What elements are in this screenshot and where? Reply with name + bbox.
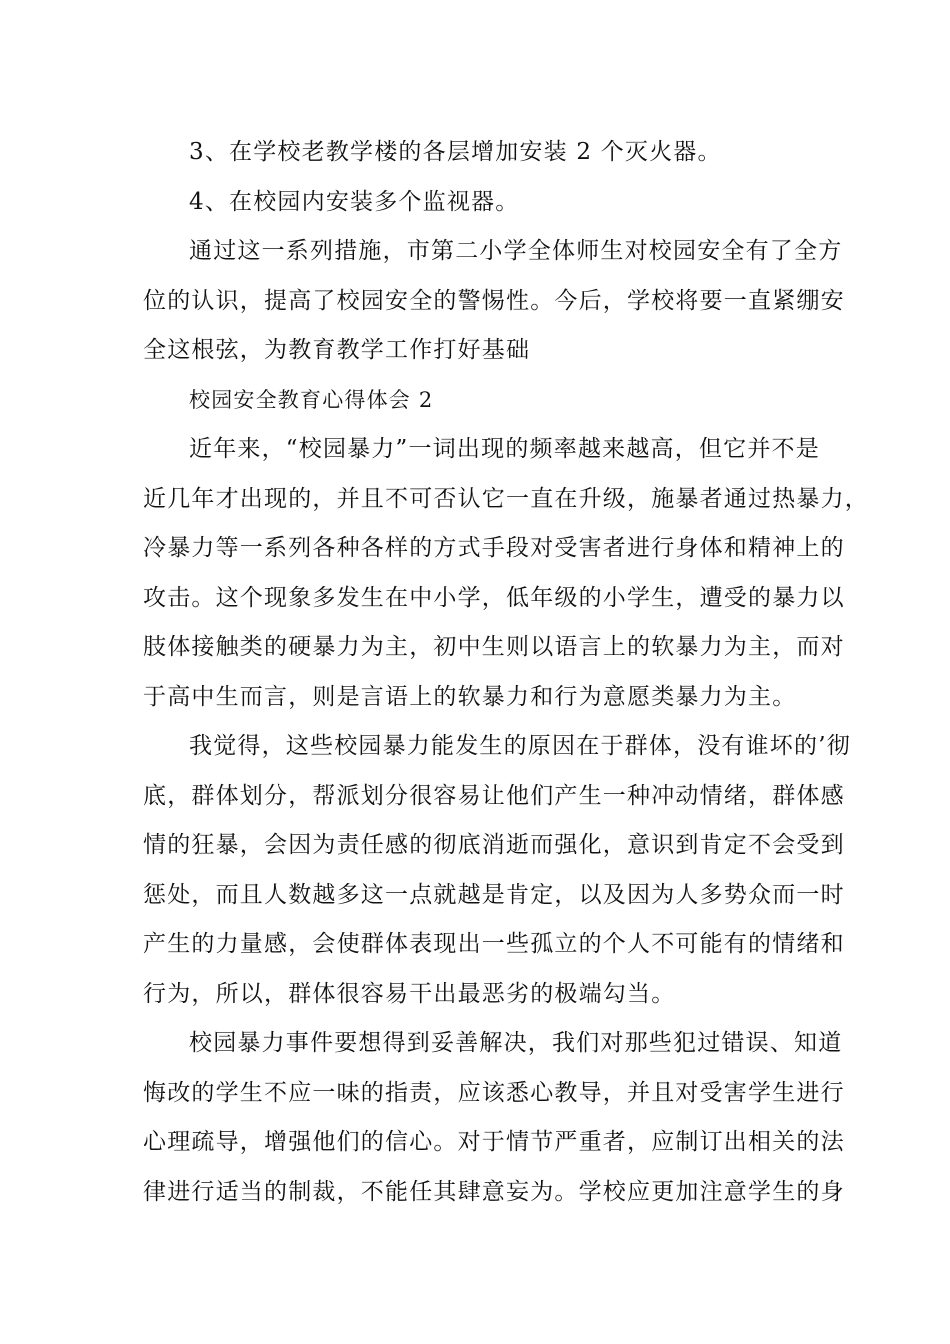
paragraph-line: 冷暴力等一系列各种各样的方式手段对受害者进行身体和精神上的 — [143, 535, 845, 561]
list-item-monitors: 4、在校园内安装多个监视器。 — [189, 188, 520, 215]
paragraph-line: 惩处，而且人数越多这一点就越是肯定，以及因为人多势众而一时 — [143, 881, 845, 908]
paragraph-line: 校园暴力事件要想得到妥善解决，我们对那些犯过错误、知道 — [189, 1030, 843, 1056]
paragraph-line: 悔改的学生不应一味的指责，应该悉心教导，并且对受害学生进行 — [143, 1079, 845, 1106]
paragraph-line: 于高中生而言，则是言语上的软暴力和行为意愿类暴力为主。 — [143, 683, 797, 710]
paragraph-line: 攻击。这个现象多发生在中小学，低年级的小学生，遭受的暴力以 — [143, 584, 845, 611]
paragraph-line: 肢体接触类的硬暴力为主，初中生则以语言上的软暴力为主，而对 — [143, 634, 845, 660]
paragraph-line: 我觉得，这些校园暴力能发生的原因在于群体，没有谁坏的’彻 — [189, 733, 851, 759]
document-body — [143, 128, 869, 1217]
paragraph-line: 行为，所以，群体很容易干出最恶劣的极端勾当。 — [143, 980, 676, 1007]
paragraph-line: 位的认识，提高了校园安全的警惕性。今后，学校将要一直紧绷安 — [143, 287, 845, 314]
paragraph-line: 律进行适当的制裁，不能任其肆意妄为。学校应更加注意学生的身 — [143, 1178, 845, 1205]
paragraph-line: 全这根弦，为教育教学工作打好基础 — [143, 337, 531, 363]
paragraph-line: 近几年才出现的，并且不可否认它一直在升级，施暴者通过热暴力， — [143, 485, 869, 512]
paragraph-line: 底，群体划分，帮派划分很容易让他们产生一种冲动情绪，群体感 — [143, 782, 845, 809]
list-item-fire-extinguishers: 3、在学校老教学楼的各层增加安装 2 个灭火器。 — [189, 139, 722, 165]
paragraph-line: 通过这一系列措施，市第二小学全体师生对校园安全有了全方 — [189, 238, 843, 264]
paragraph-line: 近年来，“校园暴力”一词出现的频率越来越高，但它并不是 — [189, 436, 820, 462]
section-heading: 校园安全教育心得体会 2 — [189, 387, 434, 412]
paragraph-line: 情的狂暴，会因为责任感的彻底消逝而强化，意识到肯定不会受到 — [143, 832, 845, 858]
paragraph-line: 心理疏导，增强他们的信心。对于情节严重者，应制订出相关的法 — [143, 1129, 845, 1155]
paragraph-line: 产生的力量感，会使群体表现出一些孤立的个人不可能有的情绪和 — [143, 931, 845, 957]
